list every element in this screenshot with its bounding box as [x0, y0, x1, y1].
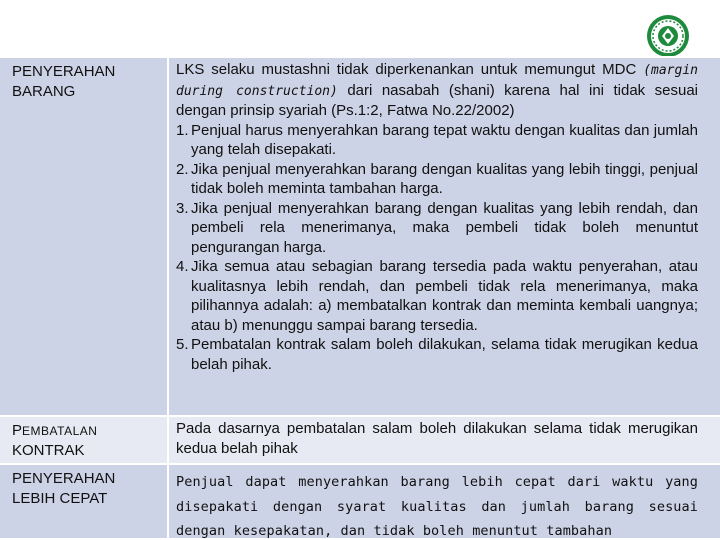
table-row [0, 57, 720, 416]
list-item: 3. Jika penjual menyerahkan barang dengan kualitas yang lebih rendah, dan pembeli rela menerimanya, maka pembeli tidak boleh menuntut pengurangan harga. [176, 199, 698, 256]
rules-table [0, 56, 720, 540]
row-label: PENYERAHAN LEBIH CEPAT [0, 464, 168, 539]
rules-list [176, 121, 698, 375]
green-seal-logo [646, 14, 690, 58]
list-item: 5. Pembatalan kontrak salam boleh dilakukan, selama tidak merugikan kedua belah pihak. [176, 336, 698, 373]
intro-paragraph: LKS selaku mustashni tidak diperkenankan untuk memungut MDC (margin during construction) dari nasabah (shani) karena hal ini tidak sesuai dengan prinsip syariah (Ps.1:2, Fatwa No.22/2002) [176, 61, 698, 119]
table-row [0, 416, 720, 464]
list-item: 1. Penjual harus menyerahkan barang tepat waktu dengan kualitas dan jumlah yang telah disepakati. [176, 121, 698, 158]
list-item: 2. Jika penjual menyerahkan barang dengan kualitas yang lebih tinggi, penjual tidak boleh meminta tambahan harga. [176, 160, 698, 197]
row-label: PEMBATALAN KONTRAK [0, 416, 168, 464]
row-body: Pada dasarnya pembatalan salam boleh dilakukan selama tidak merugikan kedua belah pihak [168, 416, 720, 464]
table-row [0, 464, 720, 539]
row-label: PENYERAHAN BARANG [0, 57, 168, 416]
list-item: 4. Jika semua atau sebagian barang tersedia pada waktu penyerahan, atau kualitasnya lebih rendah, dan pembeli tidak rela menerimanya, maka pilihannya adalah: a) membatalkan kontrak dan meminta kembali uangnya; atau b) menunggu sampai barang tersedia. [176, 258, 698, 334]
row-body [168, 57, 720, 416]
row-body: Penjual dapat menyerahkan barang lebih cepat dari waktu yang disepakati dengan syarat kualitas dan jumlah barang sesuai dengan kesepakatan, dan tidak boleh menuntut tambahan [168, 464, 720, 539]
